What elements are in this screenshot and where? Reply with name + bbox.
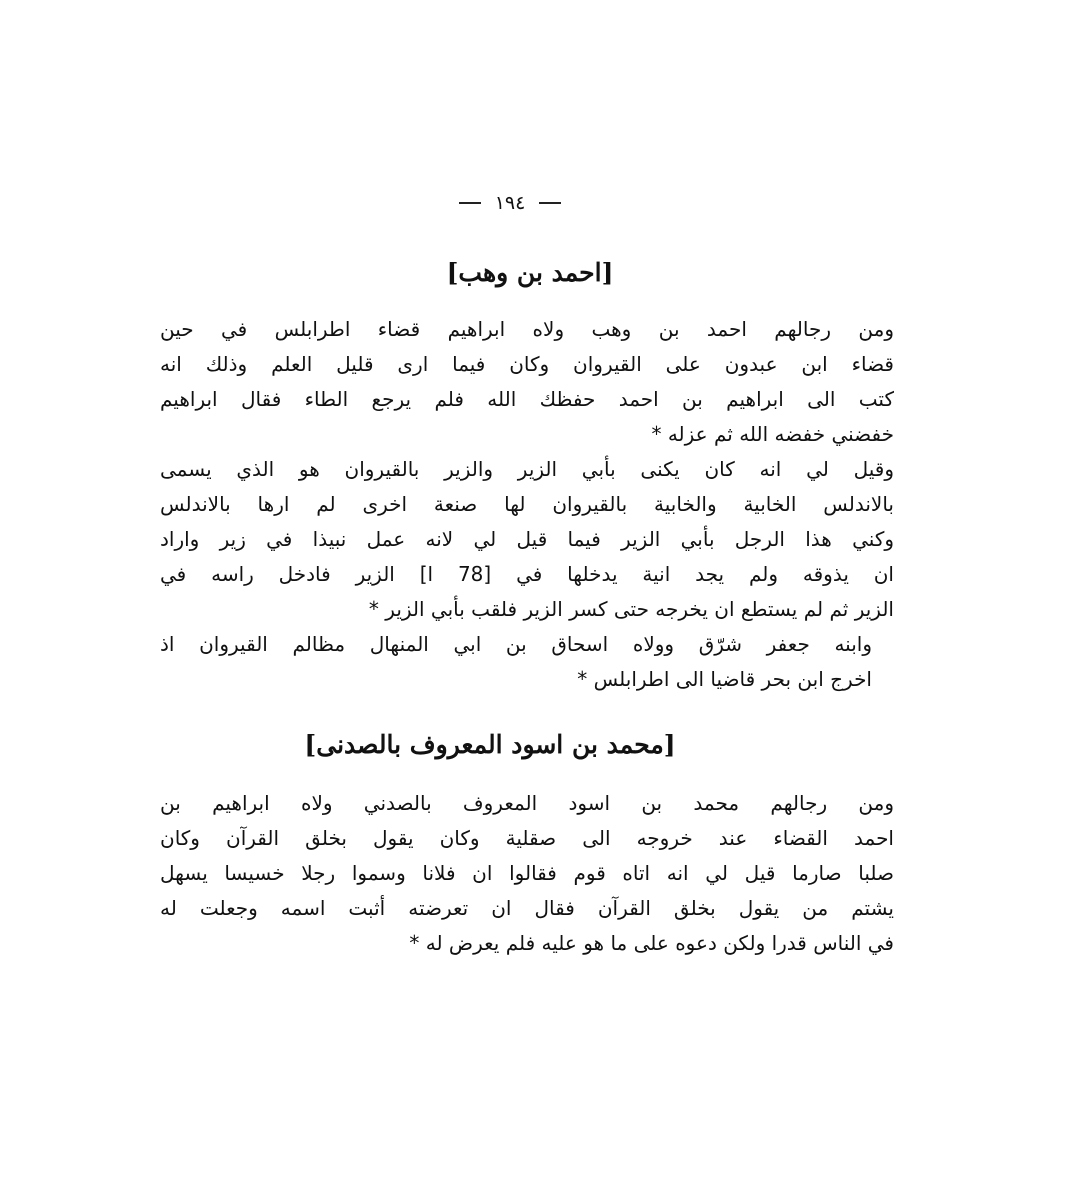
- section-heading-ahmad-ibn-wahb: [احمد بن وهب]: [446, 258, 614, 287]
- text-line: وابنه جعفر شرّق وولاه اسحاق بن ابي المنهال مظالم القيروان اذ: [160, 632, 872, 656]
- text-line: بالاندلس الخابية والخابية بالقيروان لها صنعة اخرى لم ارها بالاندلس: [160, 492, 894, 516]
- text-line: خفضني خفضه الله ثم عزله *: [651, 422, 894, 446]
- paragraph: [160, 312, 894, 452]
- paragraph: [160, 627, 872, 697]
- text-line: ومن رجالهم احمد بن وهب ولاه ابراهيم قضاء اطرابلس في حين: [160, 317, 894, 341]
- page-number-text: ١٩٤: [494, 192, 526, 214]
- page-number-right-dash: [539, 202, 561, 204]
- text-line: في الناس قدرا ولكن دعوه على ما هو عليه فلم يعرض له *: [409, 931, 894, 955]
- text-line: يشتم من يقول بخلق القرآن فقال ان تعرضته أثبت اسمه وجعلت له: [160, 896, 894, 920]
- text-line: الزير ثم لم يستطع ان يخرجه حتى كسر الزير فلقب بأبي الزير *: [368, 597, 894, 621]
- text-line: ان يذوقه ولم يجد انية يدخلها في [78 ا] الزير فادخل راسه في: [160, 562, 894, 586]
- text-line: قضاء ابن عبدون على القيروان وكان فيما ارى قليل العلم وذلك انه: [160, 352, 894, 376]
- paragraph: [160, 452, 894, 627]
- page-number: [440, 192, 580, 214]
- text-line: صلبا صارما قيل لي انه اتاه قوم فقالوا ان فلانا وسموا رجلا خسيسا يسهل: [160, 861, 894, 885]
- text-line: احمد القضاء عند خروجه الى صقلية وكان يقول بخلق القرآن وكان: [160, 826, 894, 850]
- paragraph: [160, 786, 894, 961]
- text-line: اخرج ابن بحر قاضيا الى اطرابلس *: [577, 667, 872, 691]
- text-line: وقيل لي انه كان يكنى بأبي الزير والزير بالقيروان هو الذي يسمى: [160, 457, 894, 481]
- text-line: وكني هذا الرجل بأبي الزير فيما قيل لي لانه عمل نبيذا في زير واراد: [160, 527, 894, 551]
- text-line: كتب الى ابراهيم بن احمد حفظك الله فلم يرجع الطاء فقال ابراهيم: [160, 387, 894, 411]
- text-line: ومن رجالهم محمد بن اسود المعروف بالصدني ولاه ابراهيم بن: [160, 791, 894, 815]
- section-heading-muhammad-ibn-aswad: [محمد بن اسود المعروف بالصدنى]: [304, 730, 676, 759]
- page-number-left-dash: [459, 202, 481, 204]
